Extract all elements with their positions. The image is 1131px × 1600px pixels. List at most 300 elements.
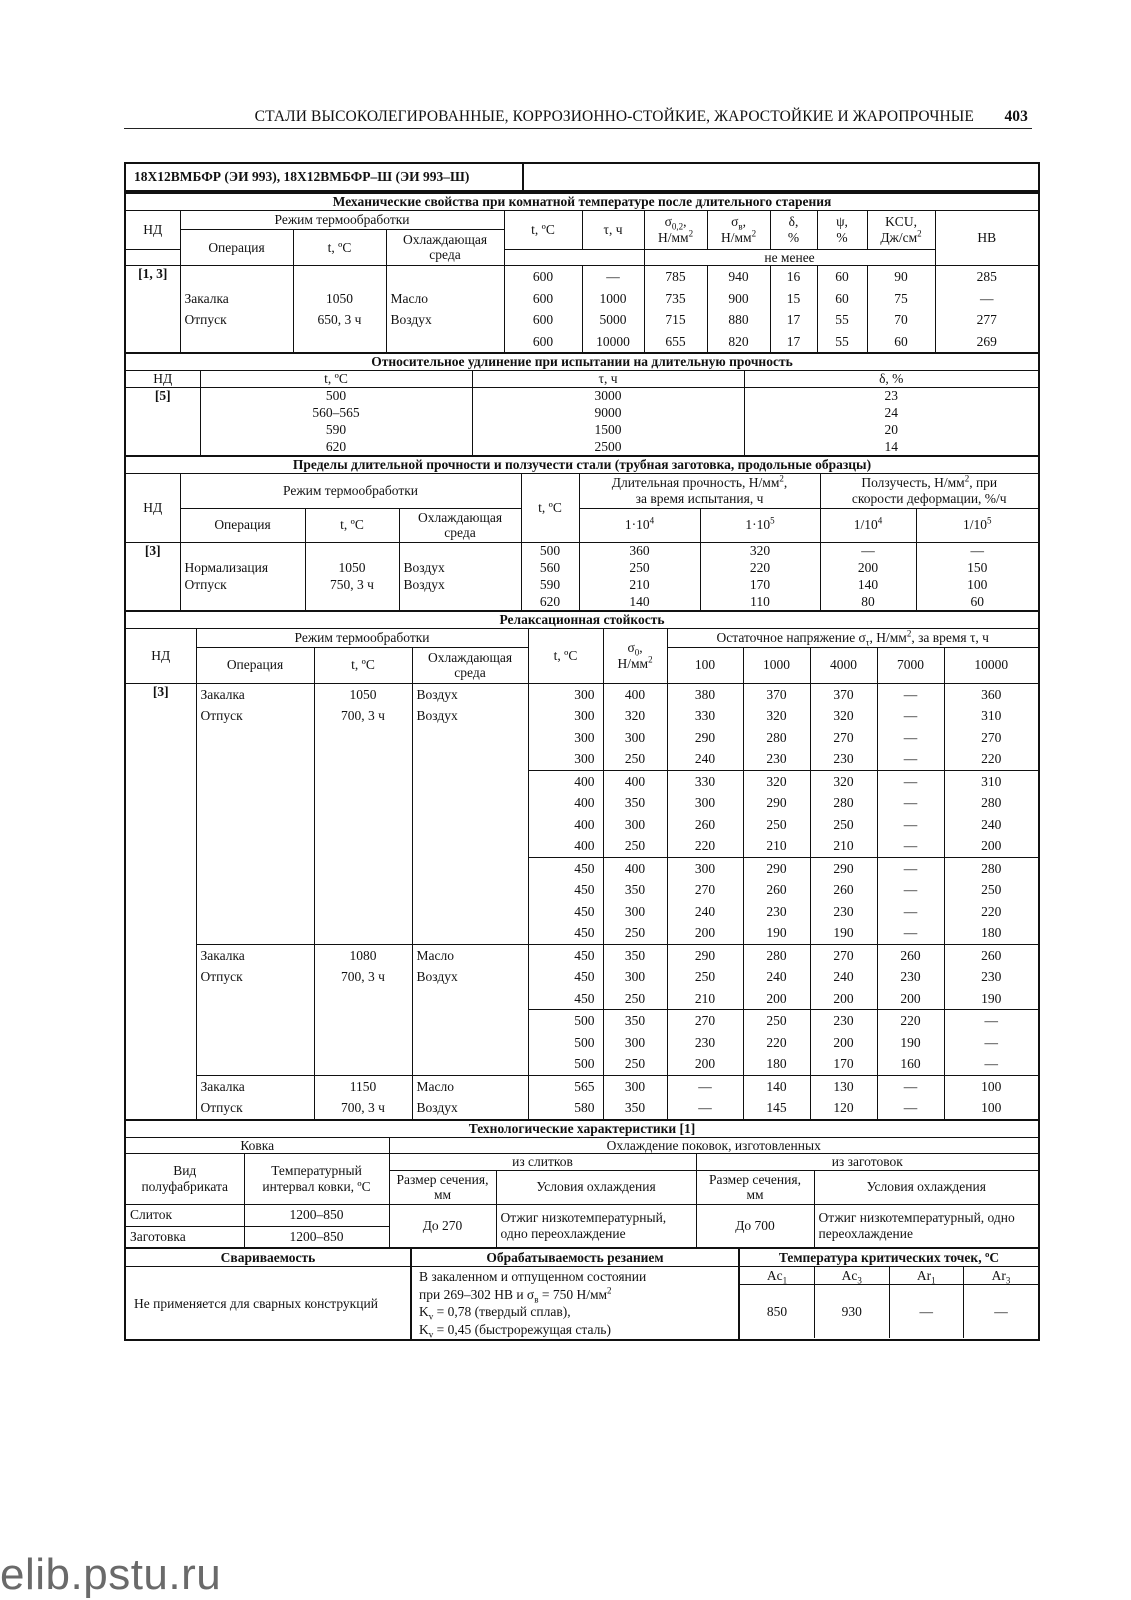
relax-1000: 190 [743, 922, 810, 944]
relax-100: 300 [667, 857, 743, 879]
creep-temp: 1050 [305, 559, 399, 576]
tech-h-forging: Ковка [126, 1138, 389, 1154]
tech-h-cond-1: Условия охлаждения [496, 1170, 696, 1204]
relax-7000: — [877, 705, 944, 727]
relax-4000: 170 [810, 1053, 877, 1075]
elong-body [126, 387, 1038, 455]
relax-7000: — [877, 770, 944, 792]
relax-1000: 240 [743, 966, 810, 988]
relax-4000: 190 [810, 922, 877, 944]
relax-10000: 310 [944, 770, 1038, 792]
relax-title: Релаксационная стойкость [126, 612, 1038, 629]
relax-4000: 230 [810, 901, 877, 923]
mech-cooling [386, 331, 504, 353]
relax-t: 450 [528, 988, 603, 1010]
relax-t: 400 [528, 835, 603, 857]
relax-operation: Закалка [196, 1075, 314, 1097]
relax-h-time-7000: 7000 [877, 647, 944, 683]
mech-temp: 1050 [293, 288, 386, 310]
relax-temp [314, 792, 412, 814]
relax-7000: 160 [877, 1053, 944, 1075]
relax-s0: 350 [603, 879, 667, 901]
relax-t: 450 [528, 922, 603, 944]
relax-cooling [412, 792, 528, 814]
mech-h-delta: δ, % [770, 211, 817, 249]
creep-creep-1e4: 80 [820, 593, 916, 610]
elong-t: 590 [200, 421, 472, 438]
relax-cooling: Воздух [412, 683, 528, 705]
creep-operation [180, 542, 305, 559]
relax-10000: 310 [944, 705, 1038, 727]
relax-7000: 260 [877, 944, 944, 966]
relax-t: 300 [528, 748, 603, 770]
steel-grade: 18Х12ВМБФР (ЭИ 993), 18Х12ВМБФР–Ш (ЭИ 993–Ш) [126, 164, 524, 190]
mech-operation [180, 331, 293, 353]
relax-1000: 210 [743, 835, 810, 857]
relax-100: 380 [667, 683, 743, 705]
elong-h-tau: τ, ч [472, 371, 744, 387]
mech-h-nd-blank [126, 249, 180, 266]
relax-operation: Отпуск [196, 966, 314, 988]
relax-operation: Отпуск [196, 1097, 314, 1119]
relax-row [126, 879, 1038, 901]
relax-s0: 250 [603, 748, 667, 770]
relax-4000: 270 [810, 727, 877, 749]
machin-text [412, 1267, 738, 1339]
elong-h-t: t, ºС [200, 371, 472, 387]
relax-1000: 280 [743, 727, 810, 749]
relax-7000: — [877, 879, 944, 901]
relax-temp [314, 879, 412, 901]
relax-t: 580 [528, 1097, 603, 1119]
header-rule [124, 128, 1032, 129]
mech-t: 600 [504, 309, 582, 331]
creep-h-t: t, ºС [305, 508, 399, 542]
creep-strength-1e5: 220 [700, 559, 820, 576]
creep-h-operation: Операция [180, 508, 305, 542]
relax-operation [196, 879, 314, 901]
relax-cooling [412, 922, 528, 944]
relax-operation [196, 1032, 314, 1054]
relax-100: 200 [667, 1053, 743, 1075]
creep-strength-1e4: 210 [579, 576, 700, 593]
mech-sb: 900 [707, 288, 770, 310]
crit-h-ac1: $Ac_1$ [740, 1267, 815, 1284]
relax-operation [196, 748, 314, 770]
creep-row [126, 593, 1038, 610]
relax-temp [314, 1032, 412, 1054]
relax-t: 400 [528, 814, 603, 836]
bottom-blocks [126, 1247, 1038, 1339]
tech-h-cooling: Охлаждение поковок, изготовленных [389, 1138, 1038, 1154]
relax-row [126, 814, 1038, 836]
relax-temp [314, 770, 412, 792]
relax-7000: — [877, 683, 944, 705]
relax-10000: 200 [944, 835, 1038, 857]
relax-10000: 260 [944, 944, 1038, 966]
relax-temp [314, 748, 412, 770]
creep-strength-1e4: 140 [579, 593, 700, 610]
creep-temp [305, 542, 399, 559]
machin-line-2: при 269–302 НВ и $\sigma_в = 750$ $Н/мм^2$ [419, 1285, 612, 1305]
mech-row [126, 309, 1038, 331]
relax-s0: 350 [603, 944, 667, 966]
crit-ac1: 850 [740, 1284, 815, 1338]
mech-h-t: t, ºС [293, 229, 386, 266]
relax-temp: 1050 [314, 683, 412, 705]
creep-creep-1e5: 60 [916, 593, 1038, 610]
tech-title: Технологические характеристики [1] [126, 1121, 1038, 1138]
relax-1000: 230 [743, 748, 810, 770]
mech-psi: 55 [817, 331, 867, 353]
mech-psi: 60 [817, 288, 867, 310]
mech-kcu: 90 [867, 266, 935, 288]
mech-s02: 655 [644, 331, 707, 353]
relax-h-time-4000: 4000 [810, 647, 877, 683]
relax-10000: — [944, 1032, 1038, 1054]
crit-ac3: 930 [815, 1284, 890, 1338]
creep-creep-1e5: 100 [916, 576, 1038, 593]
relax-temp [314, 727, 412, 749]
relax-4000: 200 [810, 988, 877, 1010]
relax-7000: — [877, 1097, 944, 1119]
relax-100: 210 [667, 988, 743, 1010]
mech-sb: 820 [707, 331, 770, 353]
relax-cooling [412, 879, 528, 901]
relax-1000: 290 [743, 857, 810, 879]
relax-s0: 400 [603, 770, 667, 792]
relax-s0: 300 [603, 1032, 667, 1054]
relax-t: 450 [528, 901, 603, 923]
relax-s0: 250 [603, 835, 667, 857]
relax-10000: 220 [944, 748, 1038, 770]
relax-h-s0: $\sigma_0$, $Н/мм^2$ [603, 629, 667, 683]
relax-row [126, 683, 1038, 705]
relax-nd: [3] [126, 683, 196, 1119]
relax-h-nd: НД [126, 629, 196, 683]
relax-row [126, 1032, 1038, 1054]
elong-table [126, 371, 1038, 455]
relax-row [126, 857, 1038, 879]
relax-10000: — [944, 1010, 1038, 1032]
creep-h-nd: НД [126, 474, 180, 542]
creep-t: 620 [521, 593, 579, 610]
relax-t: 500 [528, 1053, 603, 1075]
relax-operation [196, 792, 314, 814]
relax-row [126, 1053, 1038, 1075]
relax-10000: 190 [944, 988, 1038, 1010]
relax-4000: 120 [810, 1097, 877, 1119]
relax-10000: — [944, 1053, 1038, 1075]
relax-4000: 230 [810, 748, 877, 770]
relax-operation: Отпуск [196, 705, 314, 727]
relax-1000: 320 [743, 770, 810, 792]
relax-row [126, 727, 1038, 749]
creep-title: Пределы длительной прочности и ползучести стали (трубная заготовка, продольные образцы) [126, 457, 1038, 474]
mech-hb: — [935, 288, 1038, 310]
elong-row [126, 421, 1038, 438]
creep-cooling: Воздух [399, 559, 521, 576]
relax-s0: 300 [603, 814, 667, 836]
creep-creep-1e4: 200 [820, 559, 916, 576]
creep-creep-1e4: 140 [820, 576, 916, 593]
relax-t: 450 [528, 857, 603, 879]
mech-temp [293, 331, 386, 353]
running-title: СТАЛИ ВЫСОКОЛЕГИРОВАННЫЕ, КОРРОЗИОННО-СТОЙКИЕ, ЖАРОСТОЙКИЕ И ЖАРОПРОЧНЫЕ [254, 108, 974, 125]
tech-ingot-cond: Отжиг низкотемпературный, одно переохлаждение [496, 1204, 696, 1247]
relax-temp [314, 988, 412, 1010]
relax-10000: 270 [944, 727, 1038, 749]
relax-h-t2: t, ºС [528, 629, 603, 683]
tech-billet-size: До 700 [696, 1204, 814, 1247]
creep-strength-1e5: 320 [700, 542, 820, 559]
creep-strength-1e5: 170 [700, 576, 820, 593]
relax-7000: — [877, 835, 944, 857]
tech-table [126, 1138, 1038, 1248]
creep-h-t2: t, ºС [521, 474, 579, 542]
relax-t: 450 [528, 966, 603, 988]
mech-row [126, 288, 1038, 310]
mech-hb: 269 [935, 331, 1038, 353]
elong-row [126, 387, 1038, 404]
mech-h-blank [504, 249, 644, 266]
relax-cooling [412, 857, 528, 879]
relax-1000: 320 [743, 705, 810, 727]
relax-temp [314, 814, 412, 836]
relax-7000: — [877, 727, 944, 749]
relax-100: 230 [667, 1032, 743, 1054]
tech-kind-1: Слиток [126, 1204, 244, 1226]
relax-h-operation: Операция [196, 647, 314, 683]
relax-7000: — [877, 922, 944, 944]
machin-line-4: $K_v = 0,45$ (быстрорежущая сталь) [419, 1321, 611, 1340]
relax-operation: Закалка [196, 944, 314, 966]
mech-cooling: Воздух [386, 309, 504, 331]
relax-temp [314, 922, 412, 944]
mech-hb: 285 [935, 266, 1038, 288]
creep-temp: 750, 3 ч [305, 576, 399, 593]
relax-s0: 300 [603, 727, 667, 749]
mech-hb: 277 [935, 309, 1038, 331]
relax-100: — [667, 1097, 743, 1119]
mech-kcu: 70 [867, 309, 935, 331]
creep-h-c2: $1\cdot 10^5$ [700, 508, 820, 542]
crit-h-ar3: $Ar_3$ [964, 1267, 1039, 1284]
relax-4000: 280 [810, 792, 877, 814]
creep-h-cool: Охлаждающая среда [399, 508, 521, 542]
relax-100: 290 [667, 944, 743, 966]
mech-temp: 650, 3 ч [293, 309, 386, 331]
relax-100: 330 [667, 770, 743, 792]
watermark: elib.pstu.ru [0, 1550, 222, 1599]
relax-row [126, 1097, 1038, 1119]
relax-1000: 145 [743, 1097, 810, 1119]
crit-block [738, 1249, 1038, 1339]
relax-operation [196, 922, 314, 944]
relax-operation [196, 1010, 314, 1032]
relax-100: 270 [667, 879, 743, 901]
relax-row [126, 944, 1038, 966]
relax-1000: 200 [743, 988, 810, 1010]
relax-s0: 250 [603, 988, 667, 1010]
weld-text: Не применяется для сварных конструкций [134, 1295, 378, 1311]
relax-4000: 290 [810, 857, 877, 879]
grade-bar [126, 164, 1038, 192]
mech-kcu: 60 [867, 331, 935, 353]
mech-h-kcu: KCU, $Дж/см^2$ [867, 211, 935, 249]
relax-100: 330 [667, 705, 743, 727]
creep-nd: [3] [126, 542, 180, 610]
mech-row [126, 266, 1038, 288]
creep-cooling [399, 593, 521, 610]
relax-temp [314, 1053, 412, 1075]
mech-h-sb: $\sigma_в$, $Н/мм^2$ [707, 211, 770, 249]
relax-section [126, 610, 1038, 1119]
mech-h-t2: t, ºС [504, 211, 582, 249]
creep-operation: Отпуск [180, 576, 305, 593]
relax-7000: 220 [877, 1010, 944, 1032]
mech-s02: 735 [644, 288, 707, 310]
relax-4000: 270 [810, 944, 877, 966]
relax-100: — [667, 1075, 743, 1097]
relax-row [126, 770, 1038, 792]
tech-billet-cond: Отжиг низкотемпературный, одно переохлаждение [814, 1204, 1038, 1247]
relax-t: 565 [528, 1075, 603, 1097]
relax-cooling [412, 1053, 528, 1075]
relax-100: 240 [667, 901, 743, 923]
creep-h-creep: Ползучесть, $Н/мм^2$, при скорости деформации, %/ч [820, 474, 1038, 508]
machin-block [410, 1249, 738, 1339]
creep-t: 590 [521, 576, 579, 593]
mech-tau: 10000 [582, 331, 644, 353]
relax-temp [314, 1010, 412, 1032]
relax-operation [196, 857, 314, 879]
relax-table [126, 629, 1038, 1119]
relax-operation [196, 988, 314, 1010]
elong-tau: 9000 [472, 404, 744, 421]
elong-h-delta: δ, % [744, 371, 1038, 387]
relax-t: 450 [528, 879, 603, 901]
relax-s0: 300 [603, 1075, 667, 1097]
relax-row [126, 1010, 1038, 1032]
relax-h-time-10000: 10000 [944, 647, 1038, 683]
steel-datasheet [124, 162, 1040, 1341]
relax-7000: 230 [877, 966, 944, 988]
relax-t: 450 [528, 944, 603, 966]
relax-10000: 100 [944, 1097, 1038, 1119]
relax-s0: 300 [603, 901, 667, 923]
relax-7000: — [877, 901, 944, 923]
relax-cooling [412, 835, 528, 857]
mech-h-s02: $\sigma_{0,2}$, $Н/мм^2$ [644, 211, 707, 249]
crit-title: Температура критических точек, ºС [740, 1249, 1038, 1267]
creep-operation: Нормализация [180, 559, 305, 576]
relax-100: 220 [667, 835, 743, 857]
relax-s0: 300 [603, 966, 667, 988]
crit-ar3: — [964, 1284, 1039, 1338]
mech-title: Механические свойства при комнатной температуре после длительного старения [126, 194, 1038, 211]
mech-h-cool: Охлаждающая среда [386, 229, 504, 266]
mech-tau: 1000 [582, 288, 644, 310]
elong-tau: 1500 [472, 421, 744, 438]
creep-table [126, 474, 1038, 610]
crit-ar1: — [889, 1284, 964, 1338]
mech-h-operation: Операция [180, 229, 293, 266]
crit-h-ar1: $Ar_1$ [889, 1267, 964, 1284]
mech-operation: Отпуск [180, 309, 293, 331]
page-number: 403 [1004, 108, 1028, 125]
elong-row [126, 438, 1038, 455]
mech-h-regime: Режим термообработки [180, 211, 504, 229]
relax-operation [196, 835, 314, 857]
relax-cooling [412, 748, 528, 770]
relax-s0: 350 [603, 1097, 667, 1119]
tech-h-interval: Температурный интервал ковки, ºС [244, 1154, 389, 1205]
relax-row [126, 966, 1038, 988]
relax-1000: 250 [743, 814, 810, 836]
relax-s0: 320 [603, 705, 667, 727]
relax-cooling: Масло [412, 944, 528, 966]
relax-temp: 700, 3 ч [314, 966, 412, 988]
relax-h-time-100: 100 [667, 647, 743, 683]
relax-operation: Закалка [196, 683, 314, 705]
relax-t: 500 [528, 1032, 603, 1054]
relax-7000: 200 [877, 988, 944, 1010]
relax-10000: 360 [944, 683, 1038, 705]
relax-temp: 1150 [314, 1075, 412, 1097]
relax-operation [196, 814, 314, 836]
mech-h-hb: НВ [935, 211, 1038, 266]
elong-delta: 23 [744, 387, 1038, 404]
relax-row [126, 748, 1038, 770]
relax-t: 400 [528, 770, 603, 792]
relax-row [126, 835, 1038, 857]
relax-4000: 250 [810, 814, 877, 836]
relax-7000: — [877, 748, 944, 770]
relax-1000: 220 [743, 1032, 810, 1054]
elong-row [126, 404, 1038, 421]
relax-cooling [412, 770, 528, 792]
relax-s0: 250 [603, 1053, 667, 1075]
relax-row [126, 988, 1038, 1010]
relax-4000: 320 [810, 770, 877, 792]
relax-10000: 220 [944, 901, 1038, 923]
relax-temp: 700, 3 ч [314, 1097, 412, 1119]
mech-delta: 17 [770, 309, 817, 331]
relax-t: 300 [528, 683, 603, 705]
relax-temp [314, 835, 412, 857]
relax-1000: 260 [743, 879, 810, 901]
relax-s0: 250 [603, 922, 667, 944]
mech-delta: 15 [770, 288, 817, 310]
creep-row [126, 576, 1038, 593]
relax-cooling [412, 901, 528, 923]
tech-h-ingots: из слитков [389, 1154, 696, 1171]
crit-h-ac3: $Ac_3$ [815, 1267, 890, 1284]
relax-4000: 260 [810, 879, 877, 901]
mech-s02: 715 [644, 309, 707, 331]
creep-h-c4: $1/10^5$ [916, 508, 1038, 542]
mech-t: 600 [504, 266, 582, 288]
relax-4000: 200 [810, 1032, 877, 1054]
weld-block [126, 1249, 410, 1339]
creep-t: 560 [521, 559, 579, 576]
mech-nd: [1, 3] [126, 266, 180, 353]
tech-interval-1: 1200–850 [244, 1204, 389, 1226]
running-header [124, 108, 1032, 130]
tech-kind-2: Заготовка [126, 1226, 244, 1247]
creep-temp [305, 593, 399, 610]
